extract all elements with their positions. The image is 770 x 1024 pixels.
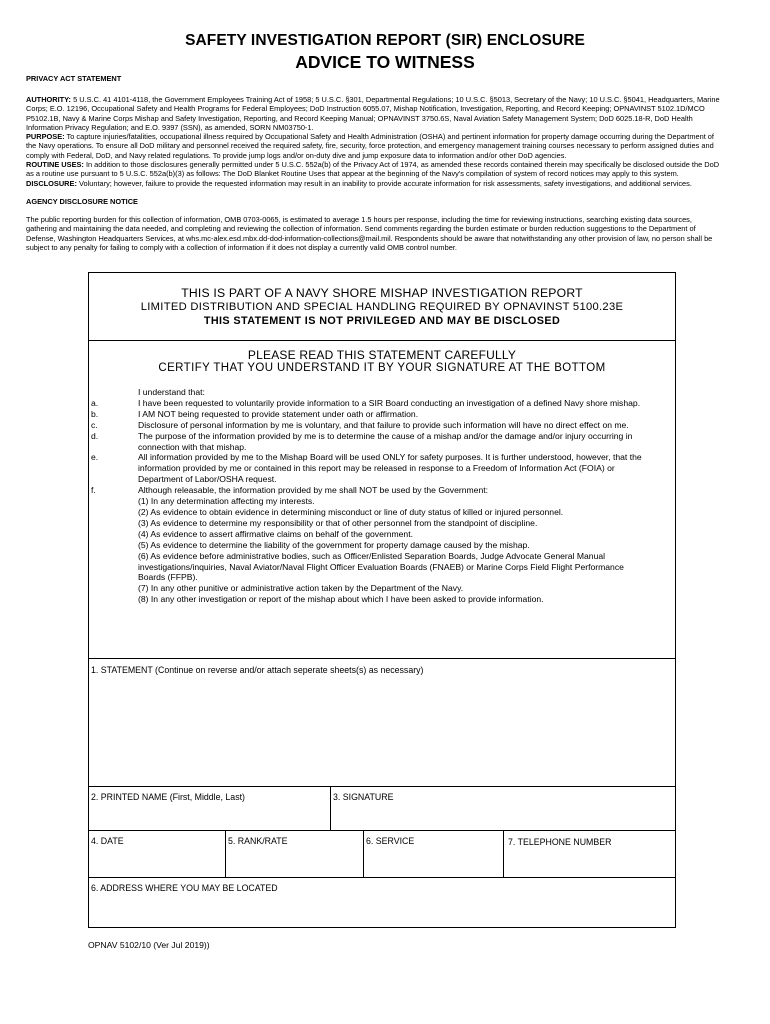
printed-name-label: 2. PRINTED NAME (First, Middle, Last)	[91, 792, 245, 802]
list-item: b. I AM NOT being requested to provide statement under oath or affirmation.	[91, 408, 419, 419]
certify-heading: CERTIFY THAT YOU UNDERSTAND IT BY YOUR SIGNATURE AT THE BOTTOM	[158, 362, 606, 374]
disclosure-text: Voluntary; however, failure to provide the requested information may result in an inability to provide accurate information for risk assessments, safety investigations, and additional services.	[76, 178, 692, 188]
signature-field[interactable]	[330, 786, 676, 831]
form-number: OPNAV 5102/10 (Ver Jul 2019))	[88, 940, 210, 950]
list-item: (4) As evidence to assert affirmative claims on behalf of the government.	[138, 528, 413, 539]
list-item: e. All information provided by me to the Mishap Board will be used ONLY for safety purposes. It is further understood, however, that the information provided by me or contained in this report may be released in response to a Freedom of Information Act (FOIA) or Department of Labor/OSHA request.	[91, 452, 642, 485]
authority-label: AUTHORITY:	[26, 95, 72, 104]
list-item: d. The purpose of the information provided by me is to determine the cause of a mishap and/or the damage and/or injury occurring in connection with that mishap.	[91, 430, 633, 452]
list-item: (1) In any determination affecting my interests.	[138, 496, 315, 507]
list-item: c. Disclosure of personal information by me is voluntary, and that failure to provide such information will have no direct effect on me.	[91, 419, 629, 430]
signature-label: 3. SIGNATURE	[333, 792, 394, 802]
authority-text: 5 U.S.C. 41 4101-4118, the Government Employees Training Act of 1958; 5 U.S.C. §301, Departmental Regulations; 10 U.S.C. §5013, Secretary of the Navy; 10 U.S.C. §5041, Headquarters, Marine Corps; E.O. 12196, Occupational Safety and Health Programs for Federal Employees; DoD Instruction 6055.07, Mishap Notification, Investigation, Reporting, and Record Keeping; OPNAVINST 5102.1D/MCO P5102.1B, Navy & Marine Corps Mishap and Safety Investigation, Reporting, and Record Keeping Manual; OPNAVINST 3750.6S, Naval Aviation Safety Management System; DoD 6025.18-R, DoD Health Information Privacy Regulation; and E.O. 9397 (SSN), as amended, SORN NM03750-1.	[26, 95, 720, 132]
address-field[interactable]	[88, 877, 676, 928]
document-title: SAFETY INVESTIGATION REPORT (SIR) ENCLOSURE	[185, 32, 585, 49]
printed-name-field[interactable]	[88, 786, 331, 831]
purpose-label: PURPOSE:	[26, 132, 65, 142]
rank-rate-label: 5. RANK/RATE	[228, 836, 288, 846]
rank-rate-field[interactable]	[225, 830, 364, 878]
telephone-field[interactable]	[503, 830, 676, 878]
agency-disclosure-heading: AGENCY DISCLOSURE NOTICE	[26, 197, 138, 206]
notice-line-3: THIS STATEMENT IS NOT PRIVILEGED AND MAY BE DISCLOSED	[203, 315, 561, 327]
notice-line-1: THIS IS PART OF A NAVY SHORE MISHAP INVESTIGATION REPORT	[181, 286, 583, 300]
list-item: (5) As evidence to determine the liability of the government for property damage caused by the mishap.	[138, 539, 530, 550]
privacy-act-heading: PRIVACY ACT STATEMENT	[26, 74, 122, 83]
purpose-text: To capture injuries/fatalities, occupational illness required by Occupational Safety and Health Administration (OSHA) and pertinent information for property damage occurring during the Department of the Navy operations. To ensure all DoD military and personnel received the required safety, fire, security, force protection, and emergency management training courses necessary to perform assigned duties and comply with Federal, DoD, and Navy related regulations. To provide jump logs and/or on-duty dive and jump exposure data to information and/or other DoD agencies.	[26, 132, 714, 160]
telephone-label: 7. TELEPHONE NUMBER	[508, 837, 612, 847]
document-subtitle: ADVICE TO WITNESS	[295, 52, 475, 72]
statement-field[interactable]	[88, 658, 676, 787]
service-label: 6. SERVICE	[366, 836, 415, 846]
list-item: (8) In any other investigation or report of the mishap about which I have been asked to provide information.	[138, 594, 544, 605]
advice-intro: I understand that:	[138, 387, 205, 397]
navy-mishap-notice	[88, 272, 676, 341]
privacy-act-body	[26, 95, 720, 188]
list-item: a. I have been requested to voluntarily provide information to a SIR Board conducting an investigation of a defined Navy shore mishap.	[91, 397, 641, 408]
list-item: (3) As evidence to determine my responsibility or that of other personnel from the standpoint of discipline.	[138, 517, 538, 528]
list-item: f. Although releasable, the information provided by me shall NOT be used by the Government:	[91, 485, 488, 496]
address-label: 6. ADDRESS WHERE YOU MAY BE LOCATED	[91, 883, 278, 893]
notice-line-2: LIMITED DISTRIBUTION AND SPECIAL HANDLING REQUIRED BY OPNAVINST 5100.23E	[140, 301, 624, 313]
date-field[interactable]	[88, 830, 226, 878]
routine-uses-text: In addition to those disclosures generally permitted under 5 U.S.C. 552a(b) of the Privacy Act of 1974, as amended these records contained therein may specifically be disclosed outside the DoD as a routine use pursuant to 5 U.S.C. 552a(b)(3) as follows: The DoD Blanket Routine Uses that appear at the beginning of the Navy's compilation of system of record notices may apply to this system.	[26, 160, 720, 179]
advice-items	[89, 387, 675, 605]
list-item: (6) As evidence before administrative bodies, such as Officer/Enlisted Separation Boards, Judge Advocate General Manual investigations/inquiries, Naval Aviator/Naval Flight Officer Evaluation Boards (FNAEB) or Marine Corps Field Flight Performance Boards (FFPB).	[138, 550, 624, 583]
statement-label: 1. STATEMENT (Continue on reverse and/or attach seperate sheets(s) as necessary)	[91, 665, 424, 675]
witness-advice-statement	[88, 340, 676, 659]
agency-disclosure-text: The public reporting burden for this collection of information, OMB 0703-0065, is estimated to average 1.5 hours per response, including the time for reviewing instructions, searching existing data sources, gathering and maintaining the data needed, and completing and reviewing the collection of information. Send comments regarding the burden estimate or burden reduction suggestions to the Department of Defense, Washington Headquarters Services, at whs.mc-alex.esd.mbx.dd-dod-information-collections@mail.mil. Respondents should be aware that notwithstanding any other provision of law, no person shall be subject to any penalty for failing to comply with a collection of information if it does not display a currently valid OMB control number.	[26, 215, 713, 252]
routine-uses-label: ROUTINE USES:	[26, 160, 84, 170]
disclosure-label: DISCLOSURE:	[26, 178, 77, 188]
list-item: (7) In any other punitive or administrative action taken by the Department of the Navy.	[138, 583, 464, 594]
read-carefully-heading: PLEASE READ THIS STATEMENT CAREFULLY	[247, 348, 517, 362]
date-label: 4. DATE	[91, 836, 124, 846]
list-item: (2) As evidence to obtain evidence in determining misconduct or line of duty status of killed or injured personnel.	[138, 506, 564, 517]
service-field[interactable]	[363, 830, 504, 878]
